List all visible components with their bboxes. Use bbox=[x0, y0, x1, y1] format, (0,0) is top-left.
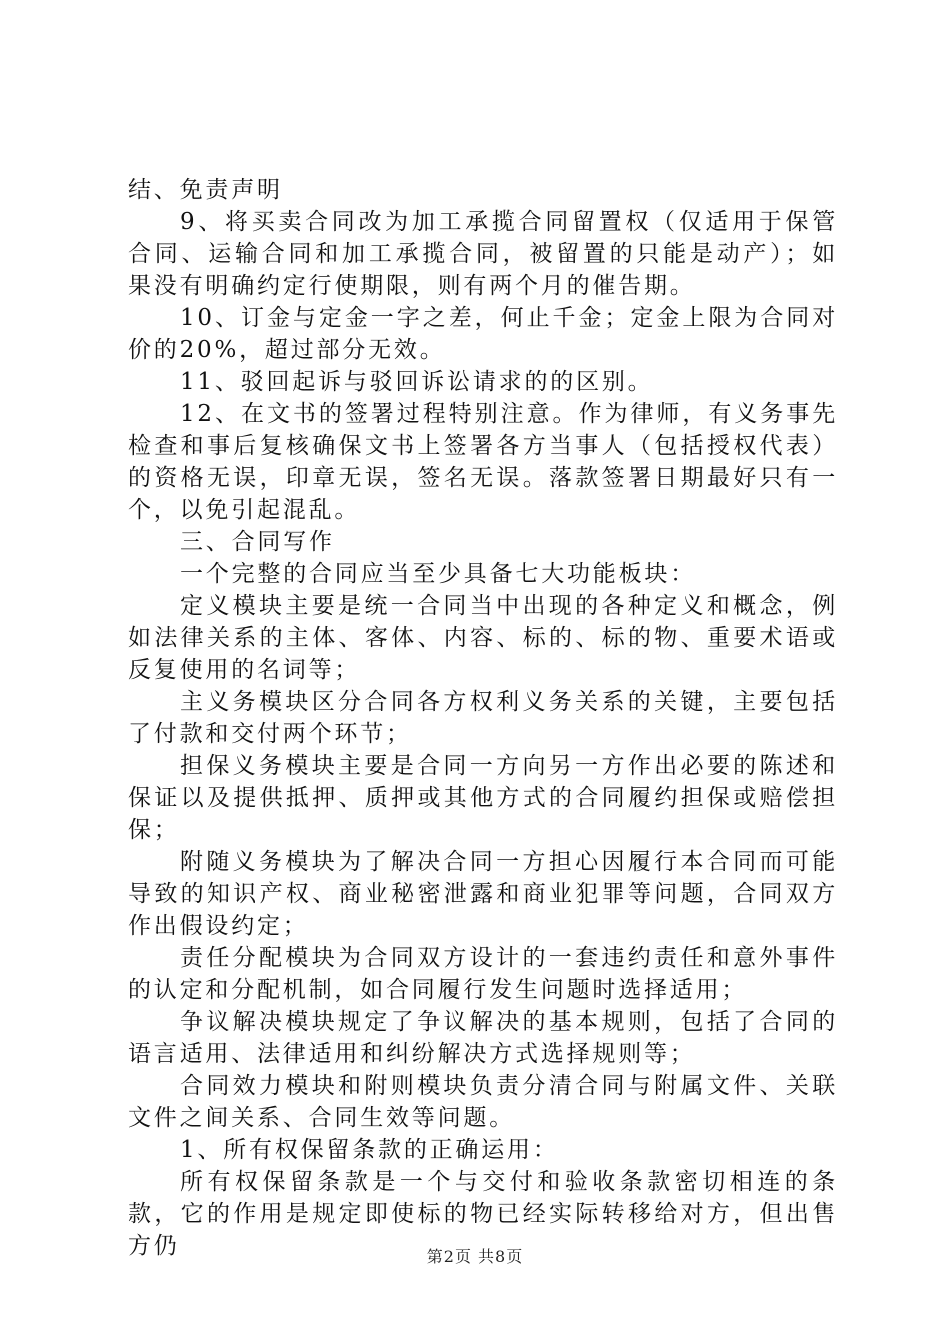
paragraph-2: 9、将买卖合同改为加工承揽合同留置权（仅适用于保管合同、运输合同和加工承揽合同，被留置的只能是动产）；如果没有明确约定行使期限，则有两个月的催告期。 bbox=[128, 209, 838, 299]
paragraph-5: 12、在文书的签署过程特别注意。作为律师，有义务事先检查和事后复核确保文书上签署各方当事人（包括授权代表）的资格无误，印章无误，签名无误。落款签署日期最好只有一个，以免引起混乱。 bbox=[128, 401, 838, 523]
document-body bbox=[128, 174, 838, 1262]
section-heading: 三、合同写作 bbox=[180, 529, 335, 555]
paragraph-15: 1、所有权保留条款的正确运用： bbox=[180, 1137, 559, 1163]
paragraph-9: 主义务模块区分合同各方权利义务关系的关键，主要包括了付款和交付两个环节； bbox=[128, 689, 838, 747]
paragraph-13: 争议解决模块规定了争议解决的基本规则，包括了合同的语言适用、法律适用和纠纷解决方式选择规则等； bbox=[128, 1009, 838, 1067]
paragraph-3: 10、订金与定金一字之差，何止千金；定金上限为合同对价的20%，超过部分无效。 bbox=[128, 305, 838, 363]
page-number: 第2页 共8页 bbox=[426, 1247, 524, 1266]
paragraph-10: 担保义务模块主要是合同一方向另一方作出必要的陈述和保证以及提供抵押、质押或其他方式的合同履约担保或赔偿担保； bbox=[128, 753, 838, 843]
paragraph-11: 附随义务模块为了解决合同一方担心因履行本合同而可能导致的知识产权、商业秘密泄露和商业犯罪等问题，合同双方作出假设约定； bbox=[128, 849, 838, 939]
paragraph-12: 责任分配模块为合同双方设计的一套违约责任和意外事件的认定和分配机制，如合同履行发生问题时选择适用； bbox=[128, 945, 838, 1003]
page-footer bbox=[0, 1244, 950, 1267]
paragraph-4: 11、驳回起诉与驳回诉讼请求的的区别。 bbox=[180, 369, 654, 395]
paragraph-14: 合同效力模块和附则模块负责分清合同与附属文件、关联文件之间关系、合同生效等问题。 bbox=[128, 1073, 838, 1131]
paragraph-16: 所有权保留条款是一个与交付和验收条款密切相连的条款，它的作用是规定即使标的物已经实际转移给对方，但出售方仍 bbox=[128, 1169, 838, 1259]
paragraph-1: 结、免责声明 bbox=[128, 177, 283, 203]
paragraph-7: 一个完整的合同应当至少具备七大功能板块： bbox=[180, 561, 696, 587]
paragraph-8: 定义模块主要是统一合同当中出现的各种定义和概念，例如法律关系的主体、客体、内容、标的、标的物、重要术语或反复使用的名词等； bbox=[128, 593, 838, 683]
